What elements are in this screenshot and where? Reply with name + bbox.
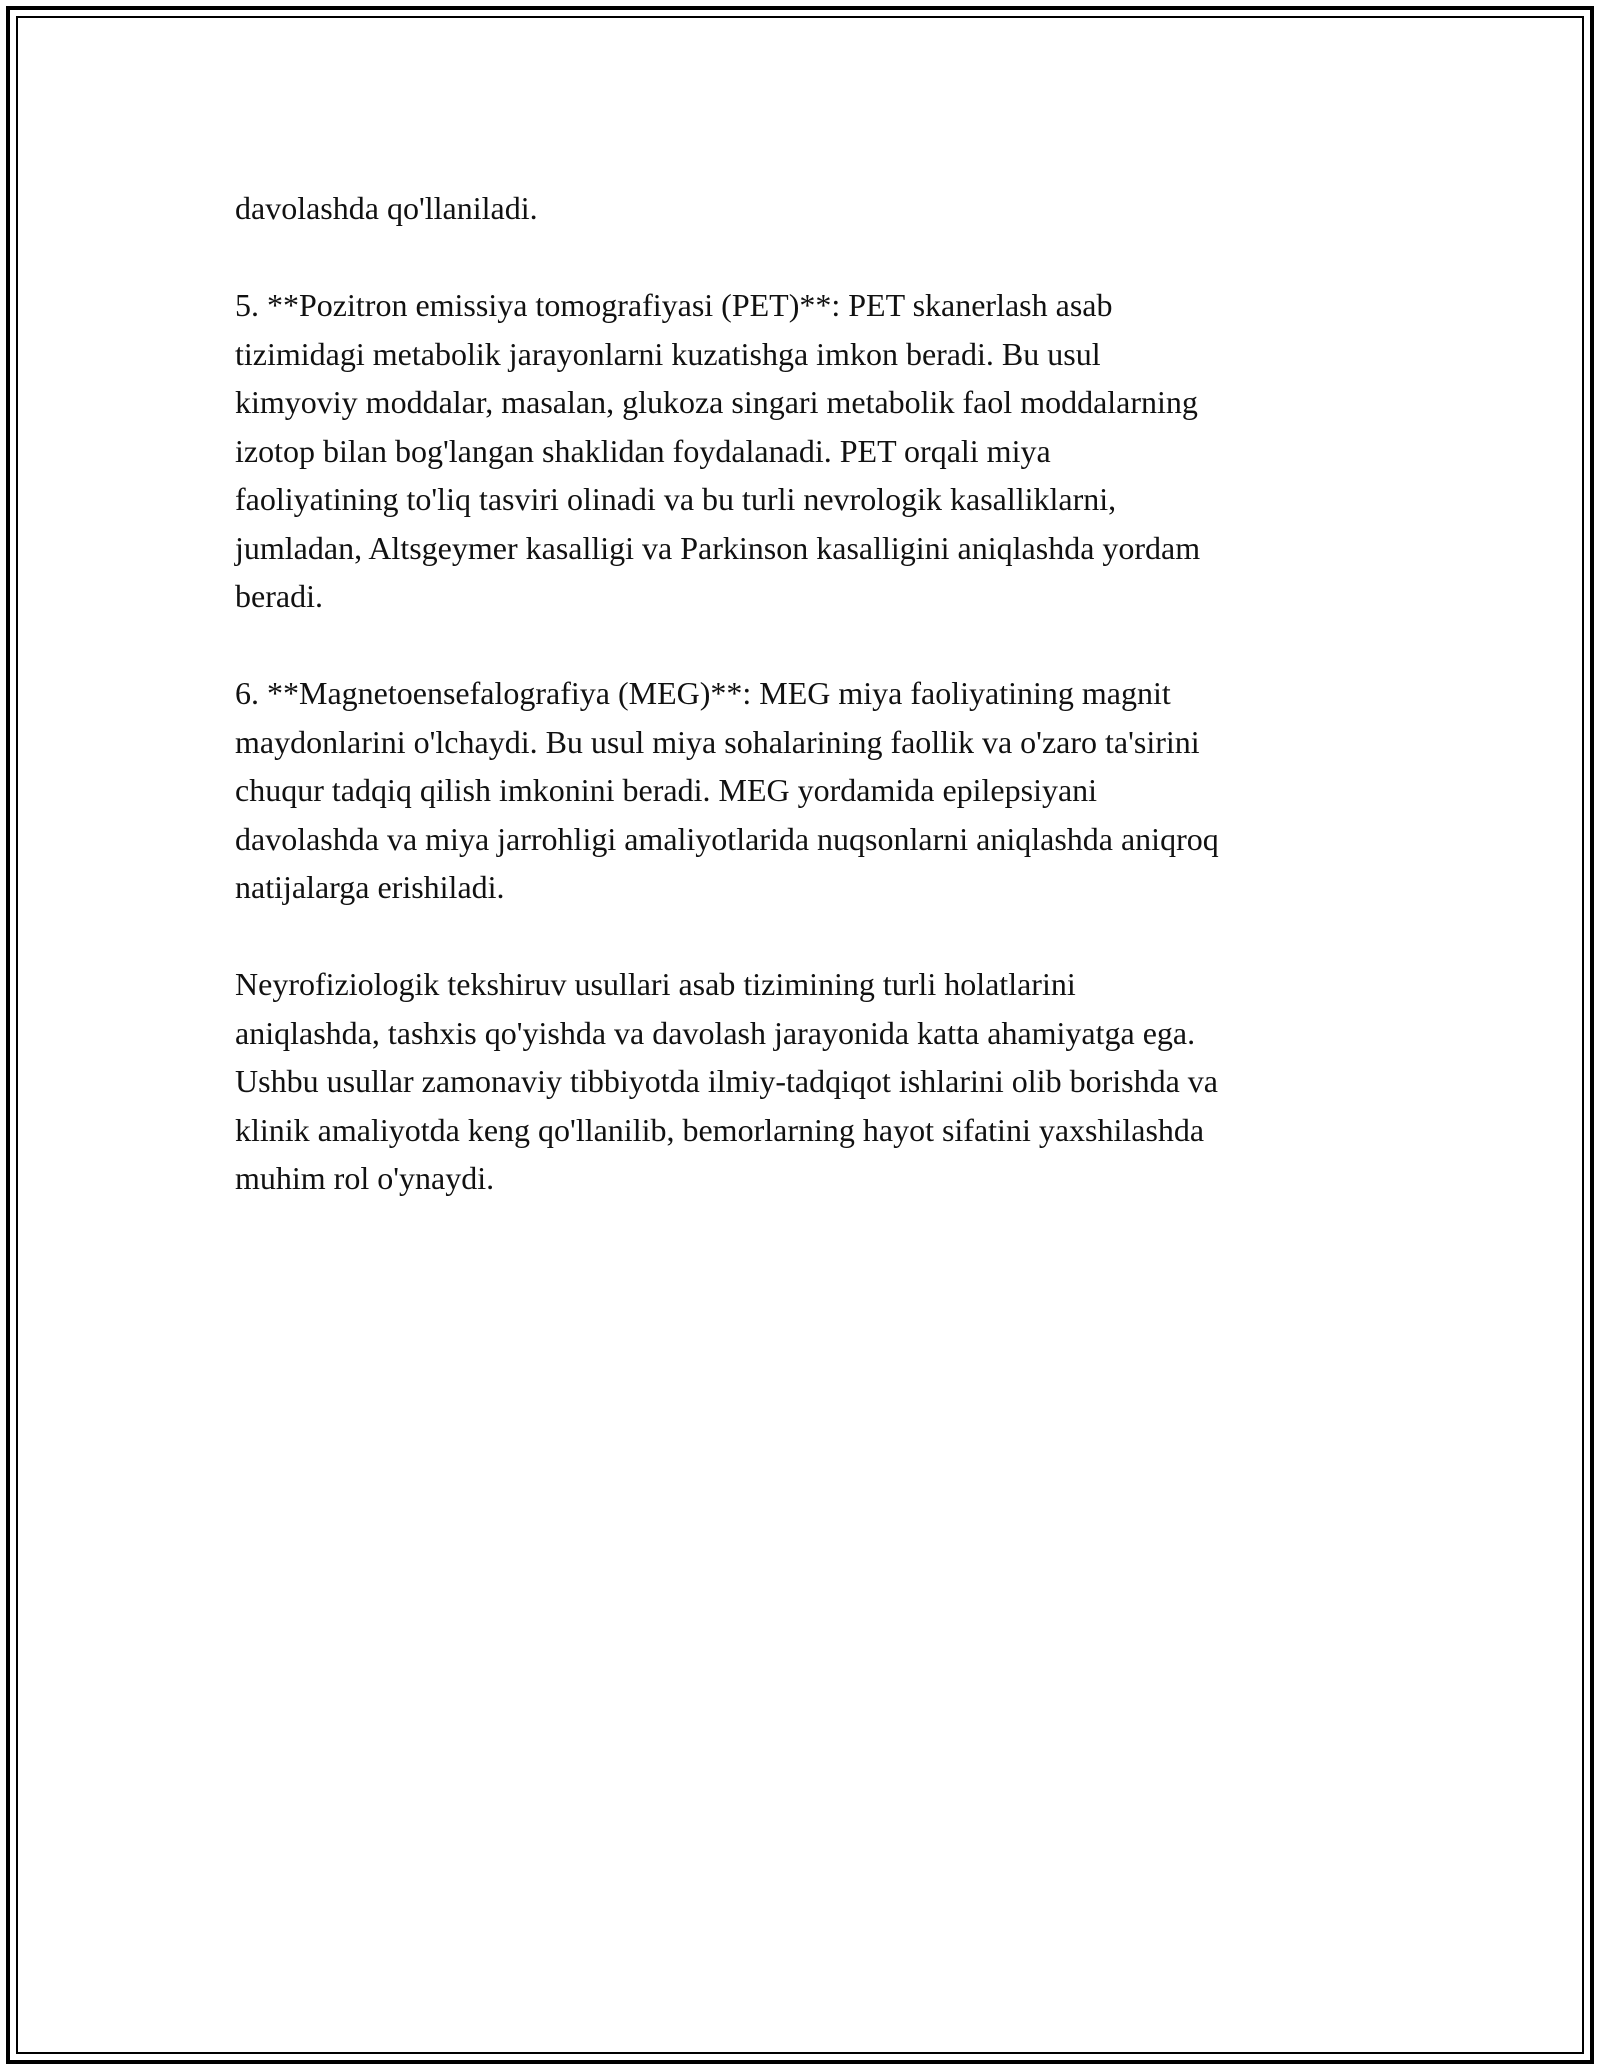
text-line: Ushbu usullar zamonaviy tibbiyotda ilmiy-tadqiqot ishlarini olib borishda va: [235, 1063, 1218, 1099]
text-line: muhim rol o'ynaydi.: [235, 1160, 495, 1196]
paragraph-spacer: [235, 233, 1365, 282]
paragraph-spacer: [235, 912, 1365, 961]
text-line: davolashda va miya jarrohligi amaliyotlarida nuqsonlarni aniqlashda aniqroq: [235, 820, 1219, 857]
text-line: tizimidagi metabolik jarayonlarni kuzatishga imkon beradi. Bu usul: [235, 335, 1101, 372]
text-line: beradi.: [235, 578, 323, 614]
text-line: natijalarga erishiladi.: [235, 869, 505, 905]
paragraph-spacer: [235, 621, 1365, 670]
text-line: davolashda qo'llaniladi.: [235, 190, 538, 226]
text-line: faoliyatining to'liq tasviri olinadi va bu turli nevrologik kasalliklarni,: [235, 481, 1117, 517]
text-line: aniqlashda, tashxis qo'yishda va davolash jarayonida katta ahamiyatga ega.: [235, 1014, 1196, 1051]
paragraph-pet: [235, 281, 1365, 621]
text-line: kimyoviy moddalar, masalan, glukoza singari metabolik faol moddalarning: [235, 384, 1198, 420]
paragraph-continuation: [235, 184, 1365, 233]
text-line: 6. **Magnetoensefalografiya (MEG)**: MEG miya faoliyatining magnit: [235, 675, 1171, 711]
text-line: 5. **Pozitron emissiya tomografiyasi (PET)**: PET skanerlash asab: [235, 287, 1113, 323]
text-line: izotop bilan bog'langan shaklidan foydalanadi. PET orqali miya: [235, 432, 1051, 469]
text-line: maydonlarini o'lchaydi. Bu usul miya sohalarining faollik va o'zaro ta'sirini: [235, 723, 1200, 760]
text-line: Neyrofiziologik tekshiruv usullari asab tizimining turli holatlarini: [235, 966, 1076, 1002]
text-line: chuqur tadqiq qilish imkonini beradi. MEG yordamida epilepsiyani: [235, 772, 1098, 808]
text-line: klinik amaliyotda keng qo'llanilib, bemorlarning hayot sifatini yaxshilashda: [235, 1111, 1205, 1148]
paragraph-conclusion: [235, 960, 1365, 1203]
text-line: jumladan, Altsgeymer kasalligi va Parkinson kasalligini aniqlashda yordam: [235, 529, 1201, 566]
document-body: [235, 184, 1365, 1203]
paragraph-meg: [235, 669, 1365, 912]
